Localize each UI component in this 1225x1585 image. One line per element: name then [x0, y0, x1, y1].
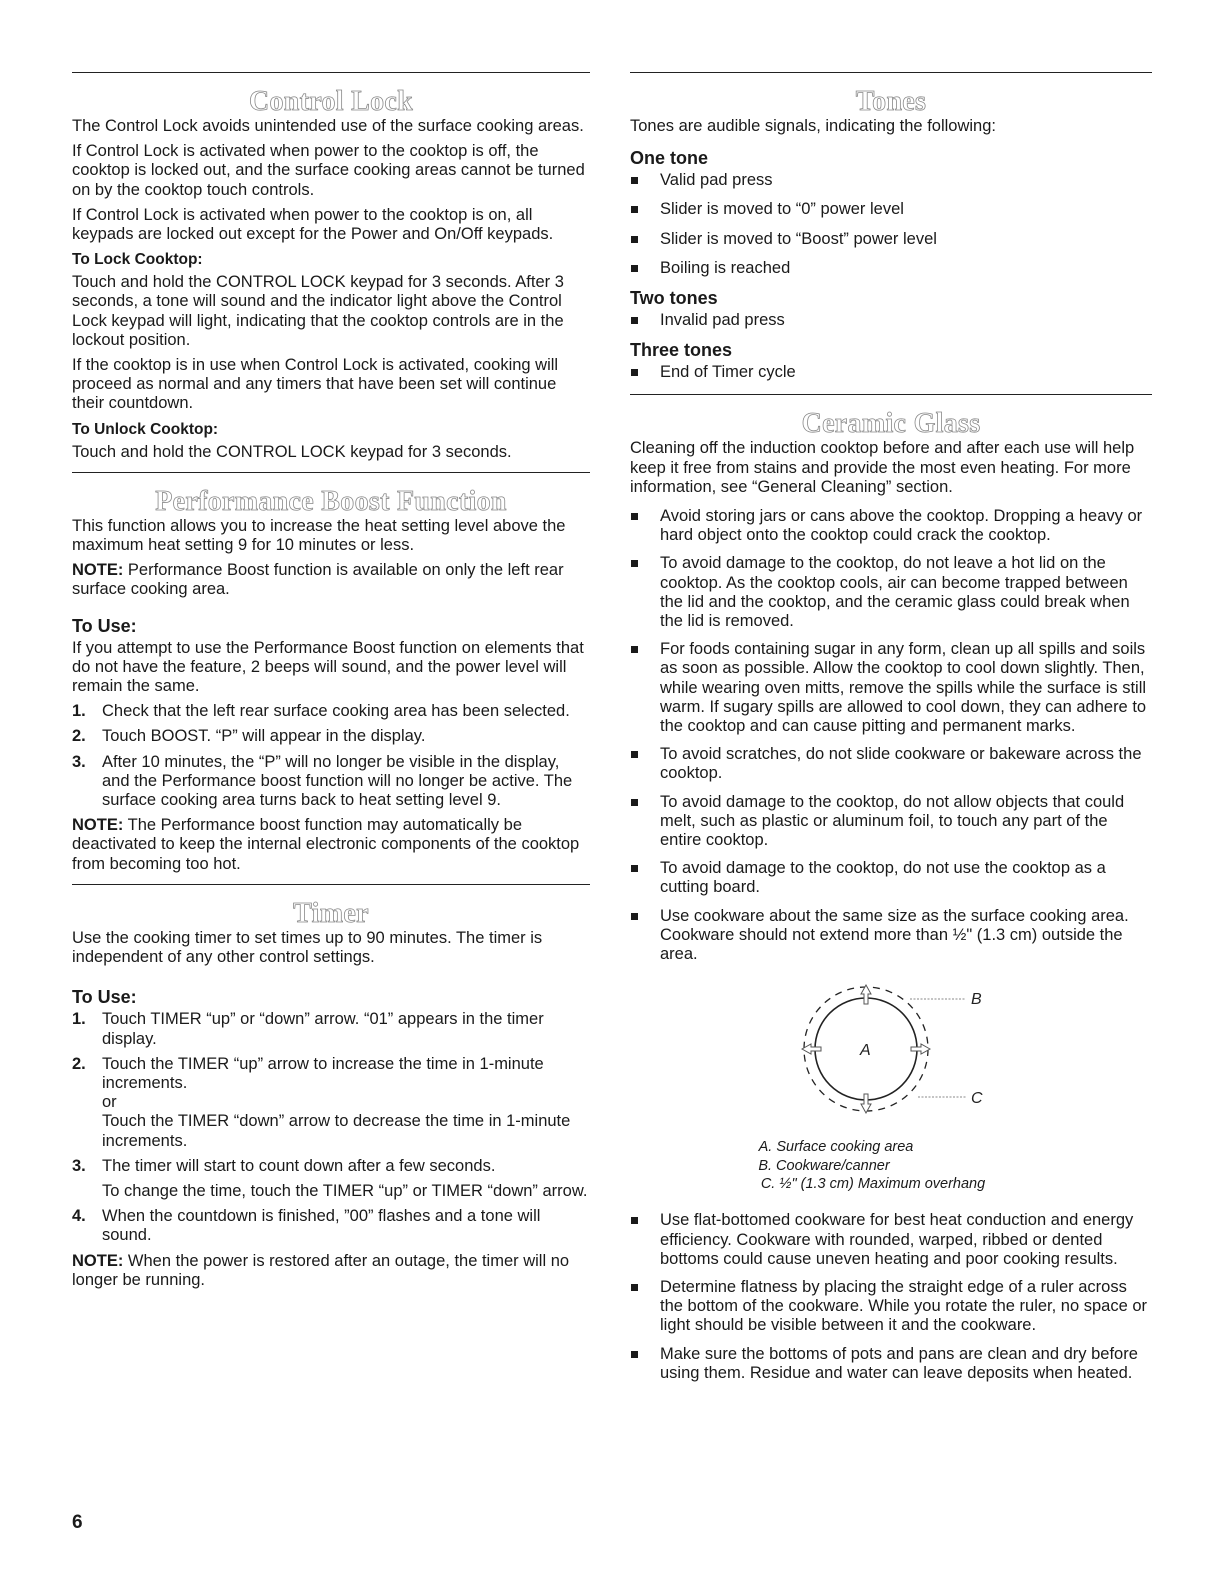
list-item-text: Make sure the bottoms of pots and pans are clean and dry before using them. Residue and water can leave deposits when heated. [660, 1344, 1138, 1382]
bullet-icon [631, 913, 638, 920]
arrow-right-icon [911, 1044, 930, 1054]
control-lock-paragraph: If Control Lock is activated when power to the cooktop is off, the cooktop is locked out, and the surface cooking areas cannot be turned on by the cooktop touch controls. [72, 142, 585, 199]
section-divider [72, 72, 590, 73]
step-text: When the countdown is finished, ”00” flashes and a tone will sound. [102, 1207, 541, 1245]
one-tone-heading: One tone [630, 148, 709, 169]
list-item-text: Invalid pad press [660, 311, 785, 330]
arrow-down-icon [861, 1094, 871, 1113]
one-tone-list [630, 171, 1152, 278]
cookware-overhang-figure [630, 973, 1152, 1191]
control-lock-title: Control Lock [248, 86, 414, 117]
list-item [630, 1278, 1152, 1336]
list-item-text: To avoid damage to the cooktop, do not leave a hot lid on the cooktop. As the cooktop cools, air can become trapped between the lid and the cooktop, and the ceramic glass could break when the lid is removed. [660, 554, 1130, 631]
list-item [630, 1211, 1152, 1269]
step-text: Touch the TIMER “up” arrow to increase the time in 1-minute increments. [102, 1054, 544, 1092]
figure-caption-b: B. Cookware/canner [758, 1157, 890, 1174]
list-item [630, 200, 1152, 219]
list-item-text: To avoid scratches, do not slide cookware or bakeware across the cooktop. [660, 745, 1142, 783]
step-number: 2. [72, 727, 86, 746]
step-text: Touch TIMER “up” or “down” arrow. “01” appears in the timer display. [102, 1010, 544, 1048]
list-item [630, 171, 1152, 190]
list-item-text: Valid pad press [660, 171, 773, 190]
list-item [630, 507, 1152, 545]
list-item [630, 1345, 1152, 1383]
note-label: NOTE: [72, 816, 124, 835]
section-divider [630, 394, 1152, 395]
list-item [630, 640, 1152, 736]
bullet-icon [631, 317, 638, 324]
timer-to-use-heading: To Use: [72, 987, 137, 1008]
note-text: Performance Boost function is available on only the left rear surface cooking area. [72, 561, 564, 599]
step-number: 1. [72, 702, 86, 721]
ceramic-intro: Cleaning off the induction cooktop before and after each use will help keep it free from stains and provide the most even heating. For more information, see “General Cleaning” section. [630, 439, 1135, 496]
page-number: 6 [72, 1512, 83, 1533]
control-lock-paragraph: If Control Lock is activated when power to the cooktop is on, all keypads are locked out except for the Power and On/Off keypads. [72, 205, 554, 244]
boost-to-use-heading: To Use: [72, 615, 137, 636]
list-item-text: Use flat-bottomed cookware for best heat conduction and energy efficiency. Cookware with rounded, warped, ribbed or dented bottoms could cause uneven heating and poor cooking results. [660, 1211, 1134, 1268]
step-text: The timer will start to count down after a few seconds. [102, 1156, 496, 1175]
label-a: A [860, 1042, 871, 1060]
list-item-text: End of Timer cycle [660, 363, 796, 382]
list-item [72, 702, 590, 721]
bullet-icon [631, 799, 638, 806]
bullet-icon [631, 751, 638, 758]
list-item [72, 727, 590, 746]
step-number: 4. [72, 1207, 86, 1226]
step-number: 1. [72, 1010, 86, 1029]
list-item [630, 859, 1152, 897]
three-tones-heading: Three tones [630, 340, 733, 361]
list-item [630, 230, 1152, 249]
bullet-icon [631, 206, 638, 213]
two-tones-list [630, 311, 1152, 330]
list-item [630, 907, 1152, 965]
lock-cooktop-paragraph: If the cooktop is in use when Control Lock is activated, cooking will proceed as normal and any timers that have been set will continue their countdown. [72, 356, 559, 413]
timer-paragraph: Use the cooking timer to set times up to 90 minutes. The timer is independent of any other control settings. [72, 928, 543, 967]
ceramic-title: Ceramic Glass [801, 408, 981, 440]
list-item-text: Use cookware about the same size as the surface cooking area. Cookware should not extend more than ½" (1.3 cm) outside the area. [660, 906, 1129, 964]
section-divider [72, 884, 590, 885]
timer-title: Timer [293, 897, 369, 929]
label-c: C [971, 1090, 983, 1108]
note-label: NOTE: [72, 561, 124, 580]
list-item [72, 1055, 590, 1151]
control-lock-paragraph: The Control Lock avoids unintended use of the surface cooking areas. [72, 117, 584, 135]
bullet-icon [631, 865, 638, 872]
unlock-cooktop-heading: To Unlock Cooktop: [72, 420, 219, 438]
bullet-icon [631, 236, 638, 243]
cookware-overhang-diagram [630, 973, 1152, 1133]
left-column [72, 72, 590, 1296]
figure-caption-c: C. ½" (1.3 cm) Maximum overhang [760, 1176, 986, 1193]
right-column [630, 72, 1152, 1392]
bullet-icon [631, 265, 638, 272]
step-subtext: To change the time, touch the TIMER “up” or TIMER “down” arrow. [102, 1181, 588, 1200]
list-item [630, 554, 1152, 631]
timer-steps [72, 1010, 590, 1245]
three-tones-list [630, 363, 1152, 382]
list-item-text: Slider is moved to “Boost” power level [660, 229, 937, 248]
bullet-icon [631, 1217, 638, 1224]
step-text: Touch BOOST. “P” will appear in the display. [102, 727, 426, 746]
step-text: Check that the left rear surface cooking area has been selected. [102, 702, 570, 721]
list-item [72, 1010, 590, 1048]
step-or: or [102, 1093, 117, 1112]
list-item [630, 311, 1152, 330]
section-divider [72, 472, 590, 473]
boost-note [72, 561, 590, 599]
list-item-text: Determine flatness by placing the straight edge of a ruler across the bottom of the cookware. While you rotate the ruler, no space or light should be visible between it and the cookware. [660, 1277, 1148, 1335]
section-divider [630, 72, 1152, 73]
note-label: NOTE: [72, 1251, 124, 1270]
step-text: Touch the TIMER “down” arrow to decrease the time in 1-minute increments. [102, 1112, 571, 1150]
list-item [72, 753, 590, 811]
bullet-icon [631, 646, 638, 653]
list-item [630, 363, 1152, 382]
boost-paragraph: This function allows you to increase the heat setting level above the maximum heat setting 9 for 10 minutes or less. [72, 516, 566, 555]
bullet-icon [631, 560, 638, 567]
bullet-icon [631, 1284, 638, 1291]
boost-use-paragraph: If you attempt to use the Performance Boost function on elements that do not have the feature, 2 beeps will sound, and the power level will remain the same. [72, 638, 584, 696]
step-text: After 10 minutes, the “P” will no longer be visible in the display, and the Performance boost function will no longer be active. The surface cooking area turns back to heat setting level 9. [102, 752, 573, 810]
list-item-text: To avoid damage to the cooktop, do not allow objects that could melt, such as plastic or aluminum foil, to touch any part of the entire cooktop. [660, 792, 1125, 850]
note-text: The Performance boost function may automatically be deactivated to keep the internal electronic components of the cooktop from becoming too hot. [72, 816, 580, 873]
lock-cooktop-heading: To Lock Cooktop: [72, 251, 203, 269]
bullet-icon [631, 1351, 638, 1358]
boost-note [72, 816, 590, 874]
unlock-cooktop-paragraph: Touch and hold the CONTROL LOCK keypad for 3 seconds. [72, 442, 512, 461]
list-item-text: Slider is moved to “0” power level [660, 200, 904, 219]
arrow-left-icon [802, 1044, 821, 1054]
label-b: B [971, 991, 982, 1009]
ceramic-list-a [630, 507, 1152, 964]
list-item-text: Avoid storing jars or cans above the cooktop. Dropping a heavy or hard object onto the cooktop could crack the cooktop. [660, 507, 1143, 545]
list-item [630, 793, 1152, 851]
bullet-icon [631, 513, 638, 520]
timer-note [72, 1252, 590, 1290]
list-item-text: For foods containing sugar in any form, clean up all spills and soils as soon as possible. Allow the cooktop to cool down slightly. Then, while wearing oven mitts, remove the spills while the surface is still warm. If sugary spills are allowed to cool down, they can adhere to the cooktop and can cause pitting and permanent marks. [660, 640, 1147, 736]
list-item-text: Boiling is reached [660, 258, 791, 277]
list-item [630, 259, 1152, 278]
note-text: When the power is restored after an outage, the timer will no longer be running. [72, 1251, 570, 1289]
ceramic-list-b [630, 1211, 1152, 1383]
tones-title: Tones [855, 86, 927, 117]
figure-caption-a: A. Surface cooking area [758, 1139, 914, 1156]
tones-intro: Tones are audible signals, indicating the following: [630, 117, 996, 135]
list-item [630, 745, 1152, 783]
bullet-icon [631, 177, 638, 184]
boost-steps [72, 702, 590, 810]
step-number: 2. [72, 1054, 86, 1073]
boost-title: Performance Boost Function [155, 485, 507, 517]
step-number: 3. [72, 1156, 86, 1175]
lock-cooktop-paragraph: Touch and hold the CONTROL LOCK keypad for 3 seconds. After 3 seconds, a tone will sound and the indicator light above the Control Lock keypad will light, indicating that the cooktop controls are in the lockout position. [72, 273, 564, 349]
bullet-icon [631, 369, 638, 376]
two-tones-heading: Two tones [630, 288, 718, 309]
step-number: 3. [72, 752, 86, 771]
arrow-up-icon [861, 985, 871, 1004]
list-item-text: To avoid damage to the cooktop, do not use the cooktop as a cutting board. [660, 859, 1106, 897]
list-item [72, 1207, 590, 1245]
